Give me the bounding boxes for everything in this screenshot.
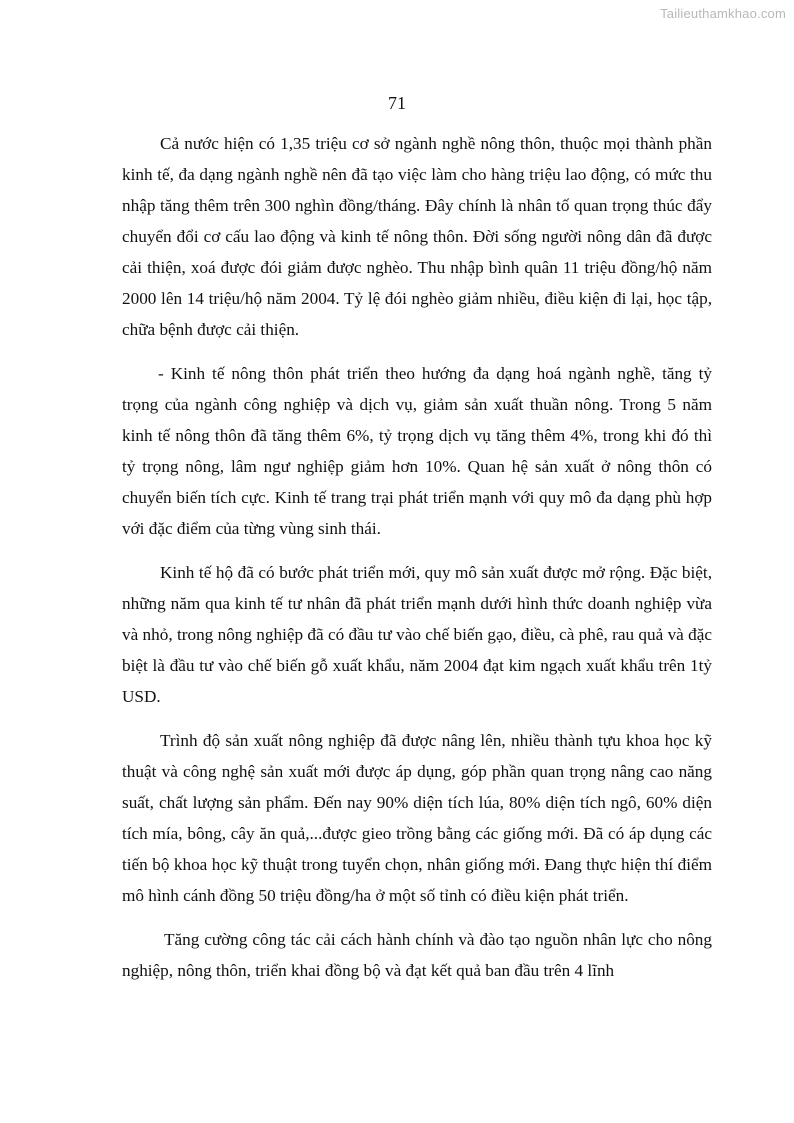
document-body: [122, 128, 712, 986]
paragraph-production-level: Trình độ sản xuất nông nghiệp đã được nâng lên, nhiều thành tựu khoa học kỹ thuật và công nghệ sản xuất mới được áp dụng, góp phần quan trọng nâng cao năng suất, chất lượng sản phẩm. Đến nay 90% diện tích lúa, 80% diện tích ngô, 60% diện tích mía, bông, cây ăn quả,...được gieo trồng bằng các giống mới. Đã có áp dụng các tiến bộ khoa học kỹ thuật trong tuyển chọn, nhân giống mới. Đang thực hiện thí điểm mô hình cánh đồng 50 triệu đồng/ha ở một số tỉnh có điều kiện phát triển.: [122, 731, 712, 905]
watermark-text: Tailieuthamkhao.com: [660, 6, 786, 21]
paragraph-administrative-reform: Tăng cường công tác cải cách hành chính và đào tạo nguồn nhân lực cho nông nghiệp, nông thôn, triển khai đồng bộ và đạt kết quả ban đầu trên 4 lĩnh: [122, 930, 712, 980]
paragraph-rural-trades: Cả nước hiện có 1,35 triệu cơ sở ngành nghề nông thôn, thuộc mọi thành phần kinh tế, đa dạng ngành nghề nên đã tạo việc làm cho hàng triệu lao động, có mức thu nhập tăng thêm trên 300 nghìn đồng/tháng. Đây chính là nhân tố quan trọng thúc đẩy chuyển đổi cơ cấu lao động và kinh tế nông thôn. Đời sống người nông dân đã được cải thiện, xoá được đói giảm được nghèo. Thu nhập bình quân 11 triệu đồng/hộ năm 2000 lên 14 triệu/hộ năm 2004. Tỷ lệ đói nghèo giảm nhiều, điều kiện đi lại, học tập, chữa bệnh được cải thiện.: [122, 134, 712, 339]
paragraph-household-economy: Kinh tế hộ đã có bước phát triển mới, quy mô sản xuất được mở rộng. Đặc biệt, những năm qua kinh tế tư nhân đã phát triển mạnh dưới hình thức doanh nghiệp vừa và nhỏ, trong nông nghiệp đã có đầu tư vào chế biến gạo, điều, cà phê, rau quả và đặc biệt là đầu tư vào chế biến gỗ xuất khẩu, năm 2004 đạt kim ngạch xuất khẩu trên 1tỷ USD.: [122, 563, 712, 706]
page-number: 71: [388, 93, 406, 113]
paragraph-rural-economy: - Kinh tế nông thôn phát triển theo hướng đa dạng hoá ngành nghề, tăng tỷ trọng của ngành công nghiệp và dịch vụ, giảm sản xuất thuần nông. Trong 5 năm kinh tế nông thôn đã tăng thêm 6%, tỷ trọng dịch vụ tăng thêm 4%, trong khi đó thì tỷ trọng nông, lâm ngư nghiệp giảm hơn 10%. Quan hệ sản xuất ở nông thôn có chuyển biến tích cực. Kinh tế trang trại phát triển mạnh với quy mô đa dạng phù hợp với đặc điểm của từng vùng sinh thái.: [122, 364, 712, 538]
